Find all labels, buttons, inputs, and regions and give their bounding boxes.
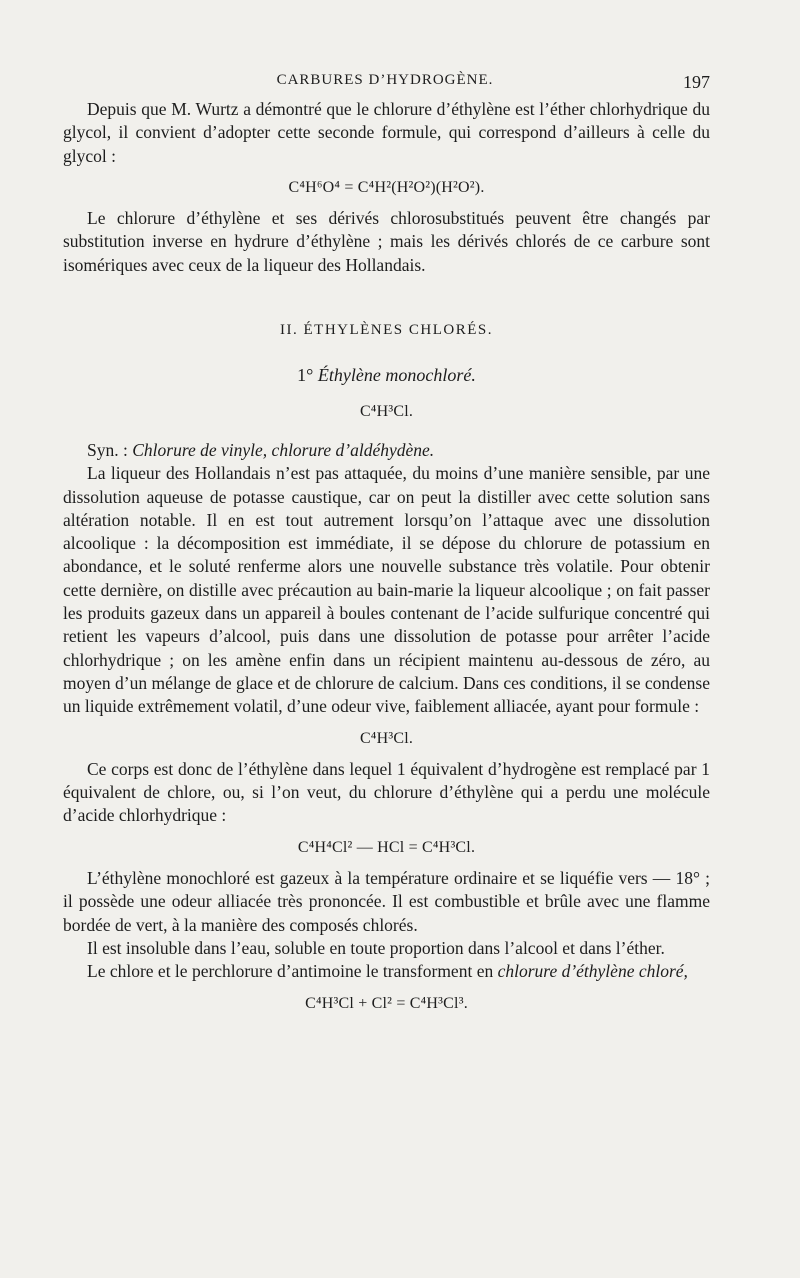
paragraph-text: Le chlore et le perchlorure d’antimoine le transforment en xyxy=(87,961,498,982)
paragraph: La liqueur des Hollandais n’est pas attaquée, du moins d’une manière sensible, par une dissolution aqueuse de potasse caustique, car on peut la distiller avec cette solution sans altération notable. Il en est tout autrement lorsqu’on l’attaque avec une dissolution alcoolique : la décomposition est immédiate, il se dépose du chlorure de potassium en abondance, et le soluté renferme alors une nouvelle substance très volatile. Pour obtenir cette dernière, on distille avec précaution au bain-marie la liqueur alcoolique ; on fait passer les produits gazeux dans un appareil à boules contenant de l’acide sulfurique concentré qui retient les vapeurs d’alcool, puis dans une dissolution de potasse pour arrêter l’acide chlorhydrique ; on les amène enfin dans un récipient maintenu au-dessous de zéro, au moyen d’un mélange de glace et de chlorure de calcium. Dans ces conditions, il se condense un liquide extrêmement volatil, d’une odeur vive, faiblement alliacée, ayant pour formule : xyxy=(63,463,710,717)
synonyms-line xyxy=(63,439,710,462)
paragraph: Le chlorure d’éthylène et ses dérivés chlorosubstitués peuvent être changés par substitution inverse en hydrure d’éthylène ; mais les dérivés chlorés de ce carbure sont isomériques avec ceux de la liqueur des Hollandais. xyxy=(63,208,710,275)
running-title: CARBURES D’HYDROGÈNE. xyxy=(276,72,494,88)
synonyms-label: Syn. : xyxy=(87,439,128,460)
formula: C⁴H³Cl. xyxy=(359,402,414,420)
paragraph: Ce corps est donc de l’éthylène dans lequel 1 équivalent d’hydrogène est remplacé par 1 équivalent de chlore, ou, si l’on veut, du chlorure d’éthylène qui a perdu une molécule d’acide chlorhydrique : xyxy=(63,758,710,826)
formula: C⁴H⁶O⁴ = C⁴H²(H²O²)(H²O²). xyxy=(288,178,485,196)
page-header xyxy=(60,72,710,96)
body-text xyxy=(63,98,710,1023)
page-number: 197 xyxy=(683,72,710,92)
subsection-heading xyxy=(63,364,710,387)
paragraph-italic-text: chlorure d’éthylène chloré, xyxy=(497,961,688,982)
section-heading: II. ÉTHYLÈNES CHLORÉS. xyxy=(280,322,493,339)
paragraph: Depuis que M. Wurtz a démontré que le chlorure d’éthylène est l’éther chlorhydrique du glycol, il convient d’adopter cette seconde formule, qui correspond d’ailleurs à celle du glycol : xyxy=(63,99,710,166)
formula: C⁴H³Cl + Cl² = C⁴H³Cl³. xyxy=(305,994,468,1012)
paragraph: L’éthylène monochloré est gazeux à la température ordinaire et se liquéfie vers — 18° ; il possède une odeur alliacée très prononcée. Il est combustible et brûle avec une flamme bordée de vert, à la manière des composés chlorés. xyxy=(63,868,710,935)
formula: C⁴H⁴Cl² — HCl = C⁴H³Cl. xyxy=(297,838,476,856)
subsection-title: Éthylène monochloré. xyxy=(317,365,476,386)
paragraph xyxy=(63,960,710,983)
synonyms-text: Chlorure de vinyle, chlorure d’aldéhydène. xyxy=(132,439,435,460)
subsection-number: 1° xyxy=(297,365,314,386)
formula: C⁴H³Cl. xyxy=(359,729,414,747)
paragraph: Il est insoluble dans l’eau, soluble en toute proportion dans l’alcool et dans l’éther. xyxy=(87,937,665,958)
